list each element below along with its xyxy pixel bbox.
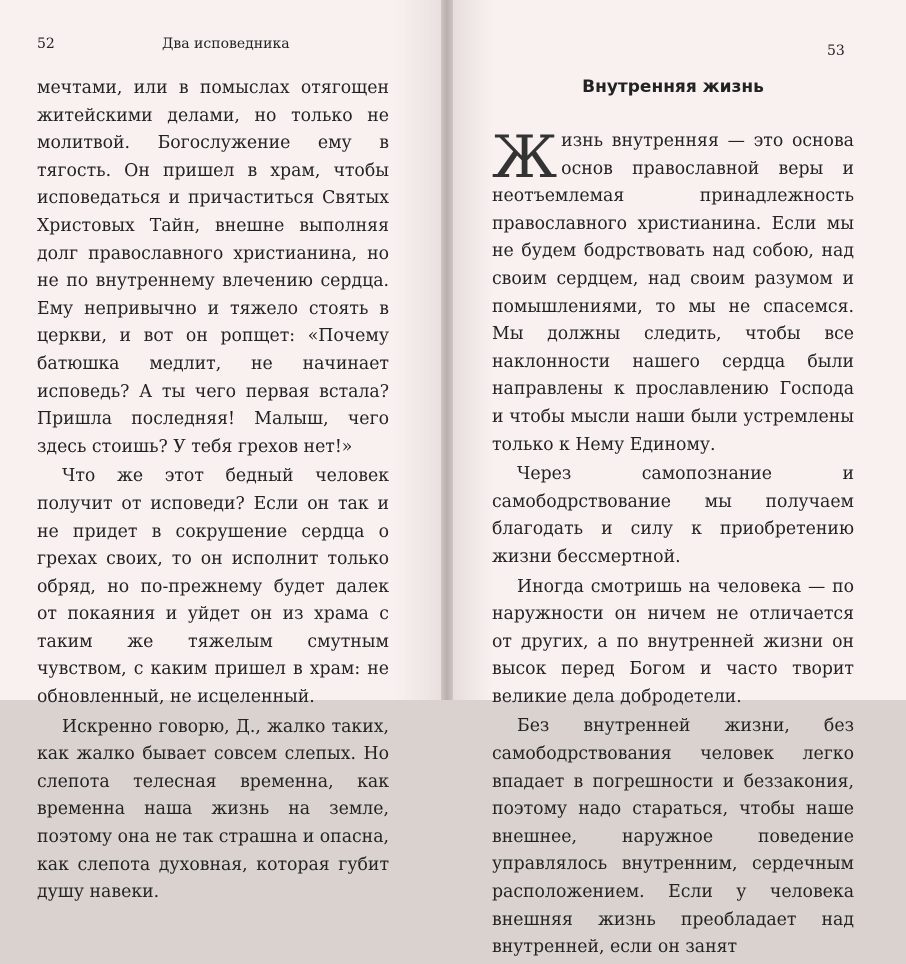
page-number-right: 53 bbox=[827, 43, 845, 59]
drop-cap: Ж bbox=[492, 123, 558, 191]
left-page bbox=[0, 0, 447, 903]
paragraph: Иногда смотришь на человека — по наружности он ничем не отличается от других, а по внутренней жизни он высок перед Богом и часто творит великие дела добродетели. bbox=[492, 576, 854, 707]
book-gutter bbox=[441, 0, 453, 700]
paragraph: Что же этот бедный человек получит от исповеди? Если он так и не придет в сокрушение сердца о грехах своих, то он исполнит только обряд, но по-прежнему будет далек от покаяния и уйдет он из храма с таким же тяжелым смутным чувством, с каким пришел в храм: не обновленный, не исцеленный. bbox=[37, 466, 389, 708]
chapter-heading: Внутренняя жизнь bbox=[582, 77, 764, 97]
paragraph: Без внутренней жизни, без самободрствования человек легко впадает в погрешности и беззакония, поэтому надо стараться, чтобы наше внешнее, наружное поведение управлялось внутренним, сердечным расположением. Если у человека внешняя жизнь преобладает над внутренней, если он занят bbox=[492, 716, 854, 958]
right-page-text bbox=[492, 123, 854, 964]
page-number-left: 52 bbox=[37, 36, 55, 52]
first-paragraph bbox=[492, 123, 854, 459]
paragraph: Искренно говорю, Д., жалко таких, как жалко бывает совсем слепых. Но слепота телесная временна, как временна наша жизнь на земле, поэтому она не так страшна и опасна, как слепота духовная, которая губит душу навеки. bbox=[37, 716, 389, 903]
running-title: Два исповедника bbox=[162, 36, 290, 52]
first-paragraph-text: изнь внутренняя — это основа основ православной веры и неотъемлемая принадлежность православного христианина. Если мы не будем бодрствовать над собою, над своим сердцем, над своим разумом и помышлениями, то мы не спасемся. Мы должны следить, чтобы все наклонности нашего сердца были направлены к прославлению Господа и чтобы мысли наши были устремлены только к Нему Единому. bbox=[492, 131, 854, 455]
paragraph: мечтами, или в помыслах отягощен житейскими делами, но только не молитвой. Богослужение ему в тягость. Он пришел в храм, чтобы исповедаться и причаститься Святых Христовых Тайн, внешне выполняя долг православного христианина, но не по внутреннему влечению сердца. Ему непривычно и тяжело стоять в церкви, и вот он ропщет: «Почему батюшка медлит, не начинает исповедь? А ты чего первая встала? Пришла последняя! Малыш, чего здесь стоишь? У тебя грехов нет!» bbox=[37, 78, 389, 457]
left-page-text bbox=[37, 75, 389, 909]
right-page bbox=[447, 0, 906, 958]
paragraph: Через самопознание и самободрствование мы получаем благодать и силу к приобретению жизни бессмертной. bbox=[492, 464, 854, 567]
